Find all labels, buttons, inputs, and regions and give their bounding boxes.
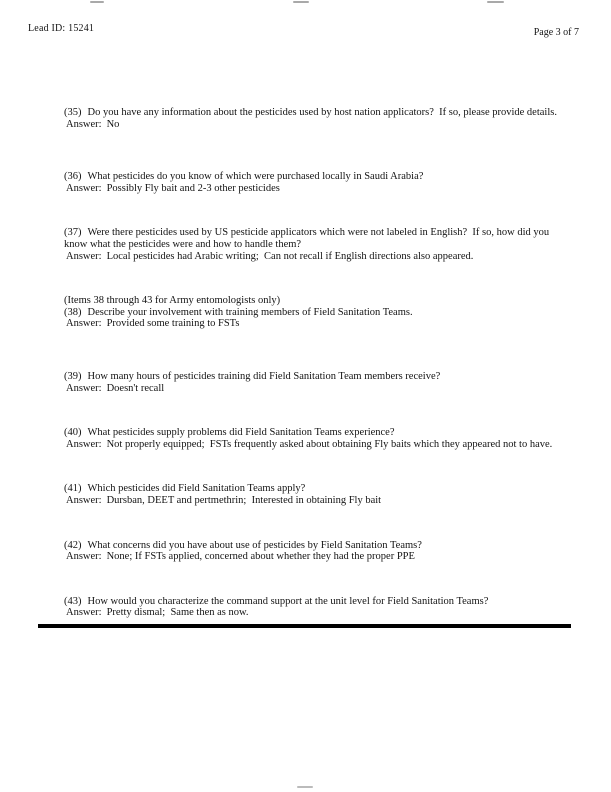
question-number: (39) [64,370,82,382]
question-number: (42) [64,539,82,551]
question-number: (41) [64,483,82,495]
answer-label: Answer: [66,318,102,330]
answer-text [66,383,563,395]
page-number-label: Page 3 of 7 [533,27,579,38]
question-body: What concerns did you have about use of pesticides by Field Sanitation Teams? [87,539,422,551]
footer-divider-rule [38,624,571,628]
question-number: (37) [64,227,82,239]
answer-text [66,495,563,507]
qa-item [64,540,563,563]
answer-text [66,251,563,263]
qa-item [64,107,563,130]
question-text [64,107,563,119]
qa-item [64,427,563,450]
answer-body: Local pesticides had Arabic writing; Can not recall if English directions also appeared. [106,250,474,262]
question-body: Do you have any information about the pesticides used by host nation applicators? If so, please provide details. [87,107,557,118]
question-text [64,483,563,495]
answer-body: Not properly equipped; FSTs frequently asked about obtaining Fly baits which they appeared not to have. [106,438,553,450]
answer-body: Provided some training to FSTs [106,318,240,330]
qa-item [64,295,563,330]
question-body: What pesticides supply problems did Field Sanitation Teams experience? [87,427,395,439]
qa-item [64,596,563,619]
section-note: (Items 38 through 43 for Army entomologists only) [64,295,281,307]
question-text [64,227,563,250]
question-number: (36) [64,171,82,183]
questionnaire-body [64,107,563,652]
qa-item [64,227,563,262]
qa-item [64,371,563,394]
question-text [64,427,563,439]
question-body: What pesticides do you know of which were purchased locally in Saudi Arabia? [87,171,424,183]
answer-text [66,119,563,131]
answer-label: Answer: [66,118,102,130]
question-number: (43) [64,595,82,607]
answer-text [66,318,563,330]
answer-label: Answer: [66,494,102,506]
question-text [64,371,563,383]
answer-label: Answer: [66,182,102,194]
question-text [64,596,563,608]
answer-label: Answer: [66,607,102,619]
answer-label: Answer: [66,551,102,563]
answer-label: Answer: [66,382,102,394]
question-body: Describe your involvement with training members of Field Sanitation Teams. [87,306,413,318]
question-body: Which pesticides did Field Sanitation Teams apply? [87,483,306,495]
question-number: (40) [64,427,82,439]
scan-artifact [297,786,313,788]
answer-body: Possibly Fly bait and 2-3 other pesticides [106,182,280,194]
question-text [64,171,563,183]
question-number: (38) [64,306,82,318]
answer-body: None; If FSTs applied, concerned about whether they had the proper PPE [106,551,415,563]
question-body: How would you characterize the command support at the unit level for Field Sanitation Teams? [87,595,489,607]
question-text [64,307,563,319]
answer-text [66,551,563,563]
question-body: Were there pesticides used by US pesticide applicators which were not labeled in English? If so, how did you know what the pesticides were and how to handle them? [64,227,552,250]
qa-item [64,483,563,506]
answer-body: Doesn't recall [106,382,165,394]
answer-text [66,183,563,195]
answer-label: Answer: [66,438,102,450]
question-text [64,540,563,552]
question-number: (35) [64,107,82,118]
scan-artifact [90,1,104,3]
qa-item [64,171,563,194]
answer-body: No [106,118,120,130]
answer-text [66,607,563,619]
answer-body: Dursban, DEET and pertmethrin; Interested in obtaining Fly bait [106,494,382,506]
answer-body: Pretty dismal; Same then as now. [106,607,249,619]
lead-id-label: Lead ID: 15241 [28,23,95,34]
scan-artifact [293,1,309,3]
scan-artifact [487,1,504,3]
question-body: How many hours of pesticides training did Field Sanitation Team members receive? [87,370,441,382]
answer-text [66,439,563,451]
answer-label: Answer: [66,250,102,262]
